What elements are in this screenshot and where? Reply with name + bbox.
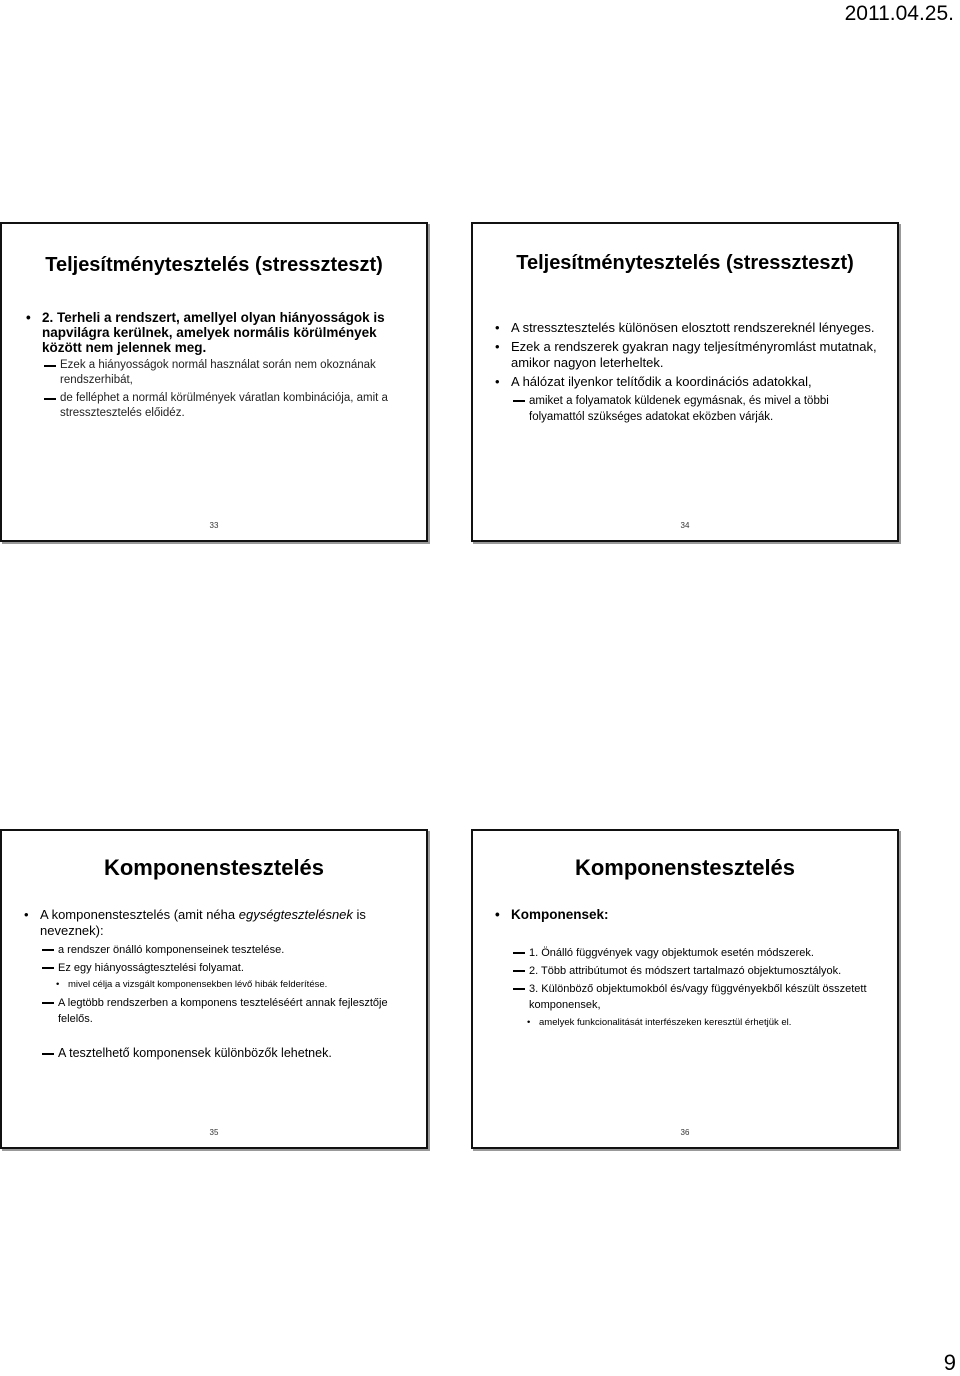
- slide-33: [0, 222, 428, 542]
- slide-body: [493, 907, 883, 1031]
- slide-number: 35: [209, 1128, 219, 1137]
- slide-body: [493, 320, 883, 425]
- bullet-item: • 2. Terheli a rendszert, amellyel olyan hiányosságok is napvilágra kerülnek, amelyek normális körülmények között nem jelennek meg.: [24, 310, 412, 355]
- sub-bullet-item: de felléphet a normál körülmények váratlan kombinációja, amit a stressztesztelés előidéz.: [24, 391, 412, 421]
- sub-sub-bullet-item: • mivel célja a vizsgált komponensekben lévő hibák felderítése.: [22, 977, 412, 993]
- slide-34: [471, 222, 899, 542]
- sub-bullet-item: a rendszer önálló komponenseinek tesztelése.: [22, 942, 412, 958]
- header-date: 2011.04.25.: [844, 2, 954, 25]
- page-number: 9: [943, 1350, 956, 1375]
- bullet-item: • Komponensek:: [493, 907, 883, 923]
- slide-35: [0, 829, 428, 1149]
- slide-number: 34: [680, 521, 690, 530]
- bullet-item: [22, 907, 412, 939]
- slide-body: [22, 907, 412, 1061]
- bullet-emphasis: egységtesztelésnek: [238, 907, 353, 922]
- slide-number: 33: [209, 521, 219, 530]
- slide-36: [471, 829, 899, 1149]
- sub-bullet-item: Ez egy hiányosságtesztelési folyamat.: [22, 960, 412, 976]
- slide-title: Teljesítménytesztelés (stresszteszt): [516, 252, 854, 274]
- bullet-text: A komponenstesztelés (amit néha: [40, 907, 239, 922]
- bullet-item: • A stressztesztelés különösen elosztott rendszereknél lényeges.: [493, 320, 883, 336]
- sub-bullet-item: A tesztelhető komponensek különbözők lehetnek.: [22, 1045, 412, 1061]
- sub-bullet-item: A legtöbb rendszerben a komponens teszteléséért annak fejlesztője felelős.: [22, 995, 412, 1027]
- sub-bullet-item: amiket a folyamatok küldenek egymásnak, és mivel a többi folyamattól szükséges adatokat eközben várják.: [493, 393, 883, 425]
- bullet-text: is neveznek):: [40, 907, 366, 938]
- bullet-item: • Ezek a rendszerek gyakran nagy teljesítményromlást mutatnak, amikor nagyon leterheltek.: [493, 339, 883, 371]
- sub-bullet-item: 3. Különböző objektumokból és/vagy függvényekből készült összetett komponensek,: [493, 981, 883, 1013]
- sub-bullet-item: Ezek a hiányosságok normál használat során nem okoznának rendszerhibát,: [24, 358, 412, 388]
- slide-body: [24, 310, 412, 424]
- sub-bullet-item: 2. Több attribútumot és módszert tartalmazó objektumosztályok.: [493, 963, 883, 979]
- sub-sub-bullet-item: • amelyek funkcionalitását interfészeken keresztül érhetjük el.: [493, 1015, 883, 1031]
- slide-title: Teljesítménytesztelés (stresszteszt): [45, 254, 383, 276]
- slide-title: Komponenstesztelés: [103, 855, 325, 880]
- sub-bullet-item: 1. Önálló függvények vagy objektumok esetén módszerek.: [493, 945, 883, 961]
- slide-number: 36: [680, 1128, 690, 1137]
- bullet-item: • A hálózat ilyenkor telítődik a koordinációs adatokkal,: [493, 374, 883, 390]
- slide-title: Komponenstesztelés: [574, 855, 796, 880]
